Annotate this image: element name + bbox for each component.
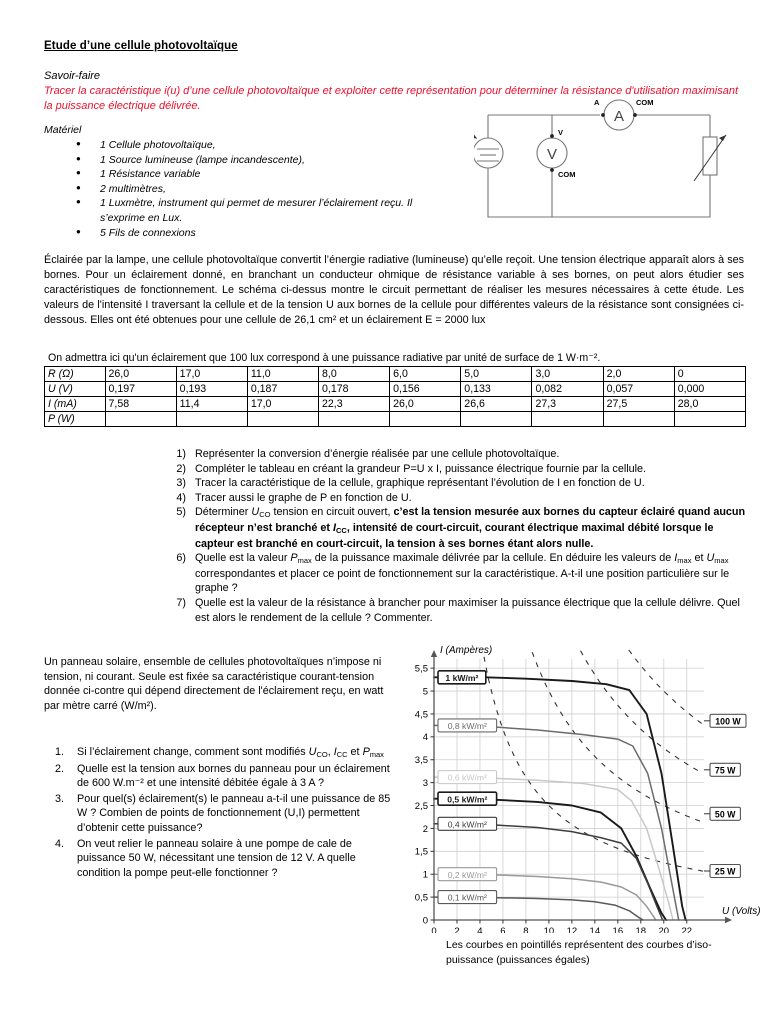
- svg-text:0,4 kW/m²: 0,4 kW/m²: [447, 819, 487, 830]
- svg-text:1: 1: [422, 869, 428, 881]
- svg-text:5,5: 5,5: [414, 663, 428, 675]
- cell: 0,178: [318, 382, 389, 397]
- list-item: [160, 447, 750, 462]
- cell: 7,58: [105, 397, 176, 412]
- svg-text:2: 2: [454, 926, 460, 933]
- list-item: [44, 167, 424, 182]
- materiel-item-text: 1 Luxmètre, instrument qui permet de mesurer l’éclairement reçu. Il s’exprime en Lux.: [100, 197, 413, 224]
- question-text: Quelle est la valeur $P_{max}$ de la puissance maximale délivrée par la cellule. En déduire les valeurs de $I_{max}$ et $U_{max}$ correspondantes et placer ce point de fonctionnement sur la caractéristique. A-t-il une position particulière sur le graphe ?: [195, 552, 730, 595]
- svg-text:4: 4: [477, 926, 483, 933]
- ammeter-label: A: [613, 108, 625, 125]
- question-number: 2): [176, 462, 186, 475]
- cell: 0,197: [105, 382, 176, 397]
- list-item: [160, 551, 750, 596]
- list-item: [160, 462, 750, 477]
- materiel-item-text: 1 Résistance variable: [100, 168, 201, 181]
- cell: 27,3: [532, 397, 603, 412]
- svg-text:0,5: 0,5: [414, 892, 428, 904]
- question-text: On veut relier le panneau solaire à une pompe de cale de puissance 50 W, nécessitant une tension de 12 V. A quelle condition la pompe peut-elle fonctionner ?: [77, 837, 356, 879]
- cell: 0,082: [532, 382, 603, 397]
- materiel-item-text: 1 Source lumineuse (lampe incandescente),: [100, 153, 305, 166]
- cell: 27,5: [603, 397, 674, 412]
- cell: 22,3: [318, 397, 389, 412]
- page-title: Etude d’une cellule photovoltaïque: [44, 40, 238, 52]
- panel-questions-list: [44, 745, 394, 881]
- cell: 0,156: [390, 382, 461, 397]
- list-item: [44, 762, 394, 791]
- cell: 26,6: [461, 397, 532, 412]
- svg-text:4: 4: [422, 732, 428, 744]
- list-item: [44, 153, 424, 168]
- svg-text:1,5: 1,5: [414, 846, 428, 858]
- cell: [390, 412, 461, 427]
- voltmeter-label: V: [546, 146, 558, 163]
- svg-text:3: 3: [422, 778, 428, 790]
- svg-text:0: 0: [431, 926, 437, 933]
- row-header: I (mA): [45, 397, 106, 412]
- svg-text:12: 12: [566, 926, 578, 933]
- svg-text:6: 6: [500, 926, 506, 933]
- table-row: [45, 367, 746, 382]
- measurements-table: [44, 366, 746, 427]
- variable-resistor-symbol: [694, 135, 726, 181]
- question-text: Déterminer $U_{CO}$ tension en circuit ouvert, c’est la tension mesurée aux bornes du capteur éclairé quand aucun récepteur n’est branché et $I_{CC}$, intensité de court-circuit, courant électrique maximal débité lorsque le capteur est branché en court-circuit, la tension à ses bornes étant alors nulle.: [195, 506, 746, 550]
- cell: 0,057: [603, 382, 674, 397]
- svg-text:75 W: 75 W: [714, 765, 736, 776]
- cell: [105, 412, 176, 427]
- cell: 0,187: [247, 382, 318, 397]
- savoir-faire-label: Savoir-faire: [44, 70, 101, 82]
- svg-text:2: 2: [422, 823, 428, 835]
- question-text: Pour quel(s) éclairement(s) le panneau a-t-il une puissance de 85 W ? Combien de points de fonctionnement (U,I) permettent d’obtenir cette puissance?: [77, 792, 391, 834]
- voltmeter-terminal-com-label: COM: [558, 170, 576, 179]
- svg-text:25 W: 25 W: [714, 866, 736, 877]
- list-item: [44, 792, 394, 836]
- svg-text:3,5: 3,5: [414, 755, 428, 767]
- cell: 8,0: [318, 367, 389, 382]
- svg-text:1 kW/m²: 1 kW/m²: [445, 672, 479, 683]
- question-text: Quelle est la valeur de la résistance à brancher pour maximiser la puissance électrique que la cellule délivre. Quel est alors le rendement de la cellule ? Commenter.: [195, 596, 740, 624]
- svg-text:18: 18: [635, 926, 647, 933]
- question-number: 5): [176, 506, 186, 519]
- cell: [318, 412, 389, 427]
- list-item: [160, 491, 750, 506]
- question-text: Tracer la caractéristique de la cellule, graphique représentant l’évolution de I en fonction de U.: [195, 477, 645, 490]
- intro-paragraph: Éclairée par la lampe, une cellule photovoltaïque convertit l’énergie radiative (lumineuse) qu’elle reçoit. Une tension électrique apparaît alors à ses bornes. Pour un éclairement donné, en branchant un conducteur ohmique de résistance variable à ses bornes, on peut alors étudier ses caractéristiques de fonctionnement. Le schéma ci-dessus montre le circuit permettant de réaliser les mesures nécessaires à cette étude. Les valeurs de l'intensité I traversant la cellule et de la tension U aux bornes de la cellule pour différentes valeurs de la résistance sont consignées ci-dessous. Elles ont été obtenues pour une cellule de 26,1 cm² et un éclairement E = 2000 lux: [44, 254, 744, 326]
- question-number: 4): [176, 491, 186, 504]
- list-item: [44, 745, 394, 761]
- question-number: 1): [176, 448, 186, 460]
- svg-text:0,6 kW/m²: 0,6 kW/m²: [447, 772, 487, 783]
- svg-text:20: 20: [658, 926, 670, 933]
- cell: 17,0: [176, 367, 247, 382]
- voltmeter-symbol: [537, 128, 576, 179]
- materiel-item-text: 1 Cellule photovoltaïque,: [100, 139, 216, 151]
- question-number: 3): [176, 477, 186, 490]
- question-text: Quelle est la tension aux bornes du panneau pour un éclairement de 600 W.m⁻² et une intensité débitée égale à 3 A ?: [77, 762, 390, 790]
- cell: 2,0: [603, 367, 674, 382]
- cell: 28,0: [674, 397, 745, 412]
- table-row: [45, 397, 746, 412]
- svg-text:14: 14: [589, 926, 601, 933]
- svg-text:0,5 kW/m²: 0,5 kW/m²: [447, 794, 488, 805]
- cell: [461, 412, 532, 427]
- svg-text:22: 22: [681, 926, 693, 933]
- svg-text:0,8 kW/m²: 0,8 kW/m²: [447, 720, 487, 731]
- cell: 11,4: [176, 397, 247, 412]
- ammeter-terminal-com-label: COM: [636, 98, 654, 107]
- svg-text:2,5: 2,5: [414, 800, 428, 812]
- list-item: [44, 196, 424, 225]
- row-header: U (V): [45, 382, 106, 397]
- panel-paragraph: Un panneau solaire, ensemble de cellules photovoltaïques n’impose ni tension, ni courant. Seule est fixée sa caractéristique courant-tension donnée ci-contre qui dépend directement de l'éclairement reçu, en watt par mètre carré (W/m²).: [44, 656, 384, 712]
- cell: [532, 412, 603, 427]
- cell: 5,0: [461, 367, 532, 382]
- svg-text:4,5: 4,5: [414, 709, 428, 721]
- cell: 3,0: [532, 367, 603, 382]
- question-text: Si l’éclairement change, comment sont modifiés $U_{CO}$, $I_{CC}$ et $P_{max}$: [77, 746, 384, 759]
- list-item: [44, 226, 424, 241]
- svg-text:U (Volts): U (Volts): [722, 906, 760, 917]
- cell: 26,0: [390, 397, 461, 412]
- table-row: [45, 412, 746, 427]
- chart-caption: Les courbes en pointillés représentent des courbes d’iso-puissance (puissances égales): [446, 939, 712, 966]
- savoir-faire-text: Tracer la caractéristique i(u) d’une cellule photovoltaïque et exploiter cette représentation pour déterminer la résistance d'utilisation maximisant la puissance électrique délivrée.: [44, 85, 739, 112]
- row-header: R (Ω): [45, 367, 106, 382]
- cell: [674, 412, 745, 427]
- list-item: [160, 476, 750, 491]
- admettra-note: On admettra ici qu'un éclairement que 100 lux correspond à une puissance radiative par unité de surface de 1 W·m⁻².: [48, 352, 601, 364]
- list-item: [44, 138, 424, 153]
- question-number: 6): [176, 552, 186, 565]
- question-number: 3.: [54, 792, 64, 805]
- svg-text:I (Ampères): I (Ampères): [440, 645, 493, 656]
- questions-list: [160, 447, 750, 625]
- cell: 11,0: [247, 367, 318, 382]
- cell: 6,0: [390, 367, 461, 382]
- question-text: Compléter le tableau en créant la grandeur P=U x I, puissance électrique fournie par la cellule.: [195, 462, 647, 475]
- cell: 26,0: [105, 367, 176, 382]
- svg-text:50 W: 50 W: [714, 809, 736, 820]
- svg-text:16: 16: [612, 926, 624, 933]
- cell: [603, 412, 674, 427]
- list-item: [160, 596, 750, 625]
- question-number: 2.: [54, 762, 64, 775]
- svg-text:100 W: 100 W: [715, 716, 741, 727]
- svg-text:5: 5: [422, 686, 428, 698]
- question-text: Représenter la conversion d’énergie réalisée par une cellule photovoltaïque.: [195, 448, 560, 460]
- svg-text:0: 0: [422, 915, 428, 927]
- cell: [247, 412, 318, 427]
- cell: 0: [674, 367, 745, 382]
- list-item: [44, 837, 394, 881]
- svg-text:8: 8: [523, 926, 529, 933]
- cell: 0,133: [461, 382, 532, 397]
- iv-characteristic-chart: [404, 643, 760, 933]
- voltmeter-terminal-v-label: V: [558, 128, 564, 137]
- cell: 0,000: [674, 382, 745, 397]
- materiel-item-text: 5 Fils de connexions: [100, 226, 196, 239]
- materiel-item-text: 2 multimètres,: [100, 182, 166, 195]
- materiel-label: Matériel: [44, 124, 82, 136]
- svg-text:0,2 kW/m²: 0,2 kW/m²: [447, 869, 487, 880]
- row-header: P (W): [45, 412, 106, 427]
- question-number: 1.: [54, 746, 64, 758]
- svg-text:10: 10: [543, 926, 555, 933]
- question-number: 4.: [54, 837, 64, 850]
- question-number: 7): [176, 596, 186, 609]
- ammeter-terminal-a-label: A: [594, 98, 600, 107]
- table-row: [45, 382, 746, 397]
- list-item: [160, 505, 750, 551]
- circuit-diagram: [474, 95, 750, 235]
- svg-text:0,1 kW/m²: 0,1 kW/m²: [447, 892, 487, 903]
- cell: 0,193: [176, 382, 247, 397]
- cell: 17,0: [247, 397, 318, 412]
- ammeter-symbol: [594, 98, 654, 130]
- materiel-list: [44, 138, 424, 240]
- list-item: [44, 182, 424, 197]
- question-text: Tracer aussi le graphe de P en fonction de U.: [195, 491, 412, 504]
- cell: [176, 412, 247, 427]
